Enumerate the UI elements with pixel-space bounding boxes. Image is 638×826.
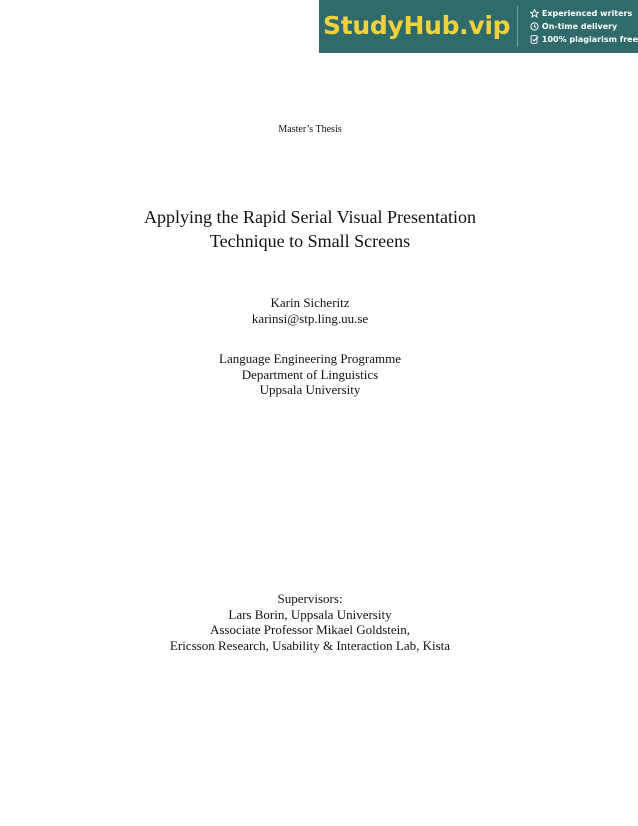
supervisors-heading: Supervisors: (277, 591, 343, 606)
affiliation-university: Uppsala University (259, 382, 361, 397)
star-icon (530, 9, 539, 18)
thesis-title (0, 205, 620, 253)
feature-label: Experienced writers (541, 9, 633, 18)
feature-label: On-time delivery (541, 22, 618, 31)
brand-logo[interactable] (319, 0, 517, 53)
brand-name: StudyHub.vip (323, 11, 511, 40)
studyhub-banner[interactable] (319, 0, 638, 53)
author-email: karinsi@stp.ling.uu.se (251, 311, 369, 326)
thesis-label-text: Master’s Thesis (278, 124, 342, 135)
author-name: Karin Sicheritz (270, 295, 350, 310)
author-block (0, 295, 620, 327)
feature-plagiarism-free (530, 34, 638, 45)
supervisor-line-2: Associate Professor Mikael Goldstein, (209, 622, 411, 637)
affiliation-block (0, 351, 620, 398)
affiliation-department: Department of Linguistics (241, 366, 379, 382)
banner-features (518, 0, 638, 53)
thesis-type-label (0, 124, 620, 135)
title-line-1: Applying the Rapid Serial Visual Presentation (143, 207, 477, 227)
supervisor-line-1: Lars Borin, Uppsala University (228, 606, 392, 622)
title-line-2: Technique to Small Screens (209, 231, 411, 251)
affiliation-programme: Language Engineering Programme (219, 351, 401, 366)
supervisor-line-3: Ericsson Research, Usability & Interaction Lab, Kista (169, 637, 451, 653)
feature-experienced-writers (530, 8, 638, 19)
clock-icon (530, 22, 539, 31)
check-document-icon (530, 35, 539, 44)
supervisors-block (0, 591, 620, 653)
feature-on-time-delivery (530, 21, 638, 32)
feature-label: 100% plagiarism free (541, 35, 638, 44)
